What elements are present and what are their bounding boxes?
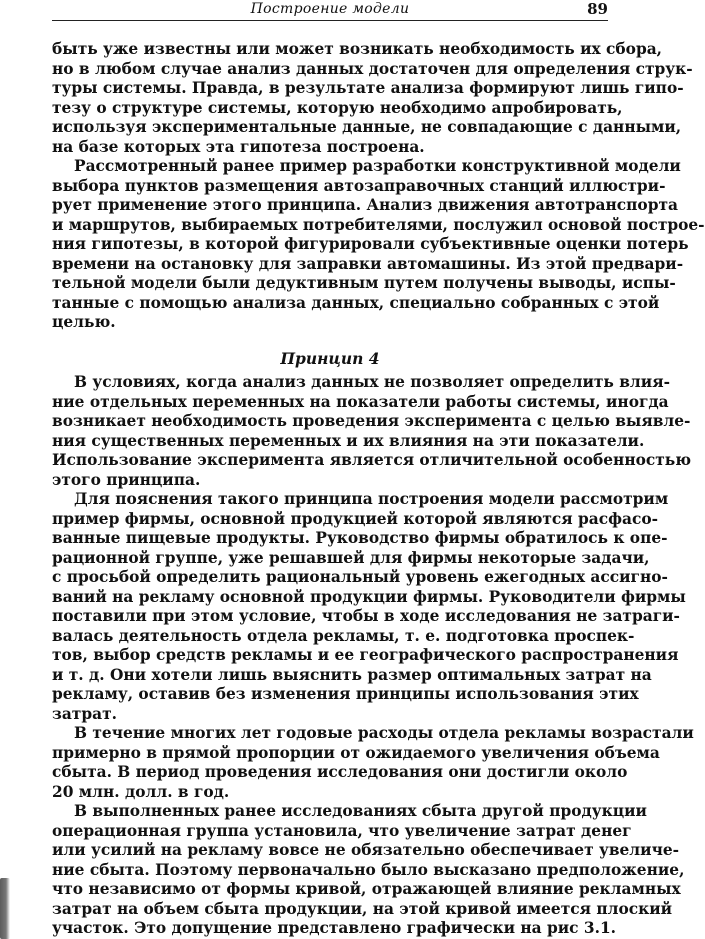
text-line: на базе которых эта гипотеза построена. xyxy=(52,137,425,156)
text-line: но в любом случае анализ данных достаточен для определения струк- xyxy=(52,59,693,78)
text-line: тов, выбор средств рекламы и ее географического распространения xyxy=(52,646,679,664)
text-line: валась деятельность отдела рекламы, т. е. подготовка проспек- xyxy=(52,626,635,645)
text-line: или усилий на рекламу вовсе не обязательно обеспечивает увеличе- xyxy=(52,841,680,859)
text-line: рационной группе, уже решавшей для фирмы некоторые задачи, xyxy=(52,548,650,567)
text-line: В выполненных ранее исследованиях сбыта другой продукции xyxy=(74,802,647,820)
text-line: примерно в прямой пропорции от ожидаемого увеличения объема xyxy=(52,743,660,762)
text-line: ния гипотезы, в которой фигурировали субъективные оценки потерь xyxy=(52,235,689,253)
text-line: туры системы. Правда, в результате анализа формируют лишь гипо- xyxy=(52,79,684,97)
running-head xyxy=(52,0,608,21)
scan-edge-mark xyxy=(0,878,10,939)
text-line: тезу о структуре системы, которую необходимо апробировать, xyxy=(52,98,623,117)
text-line: и маршрутов, выбираемых потребителями, послужил основой построе- xyxy=(52,215,705,234)
text-line: тельной модели были дедуктивным путем получены выводы, испы- xyxy=(52,274,676,292)
text-line: пример фирмы, основной продукцией которой являются расфасо- xyxy=(52,509,658,528)
text-line: поставили при этом условие, чтобы в ходе исследования не затраги- xyxy=(52,607,680,625)
text-line: и т. д. Они хотели лишь выяснить размер оптимальных затрат на xyxy=(52,665,652,684)
text-line: операционная группа установила, что увеличение затрат денег xyxy=(52,821,632,840)
text-line: В условиях, когда анализ данных не позволяет определить влия- xyxy=(74,373,670,391)
text-line: рует применение этого принципа. Анализ движения автотранспорта xyxy=(52,196,678,214)
text-line: времени на остановку для заправки автомашины. Из этой предвари- xyxy=(52,254,684,273)
paragraph xyxy=(52,724,694,802)
text-line: 20 млн. долл. в год. xyxy=(52,782,230,801)
paragraph xyxy=(52,802,685,939)
text-line: затрат на объем сбыта продукции, на этой кривой имеется плоский xyxy=(52,899,673,918)
text-line: выбора пунктов размещения автозаправочных станций иллюстри- xyxy=(52,176,666,195)
text-line: ния существенных переменных и их влияния на эти показатели. xyxy=(52,431,645,450)
text-line: сбыта. В период проведения исследования они достигли около xyxy=(52,763,628,781)
text-line: Использование эксперимента является отличительной особенностью xyxy=(52,451,691,469)
text-line: ние сбыта. Поэтому первоначально было высказано предположение, xyxy=(52,860,685,879)
text-line: целью. xyxy=(52,313,116,331)
text-line: быть уже известны или может возникать необходимость их сбора, xyxy=(52,40,663,58)
text-line: участок. Это допущение представлено графически на рис 3.1. xyxy=(52,919,617,937)
text-line: используя экспериментальные данные, не совпадающие с данными, xyxy=(52,118,682,136)
text-line: ванные пищевые продукты. Руководство фирмы обратилось к опе- xyxy=(52,529,668,547)
text-line: этого принципа. xyxy=(52,470,201,489)
text-line: Рассмотренный ранее пример разработки конструктивной модели xyxy=(74,157,681,175)
body-text xyxy=(52,40,705,939)
text-line: затрат. xyxy=(52,704,117,723)
paragraph xyxy=(52,490,686,724)
paragraph xyxy=(52,373,691,490)
text-line: танные с помощью анализа данных, специально собранных с этой xyxy=(52,293,660,312)
text-line: что независимо от формы кривой, отражающей влияние рекламных xyxy=(52,880,681,898)
text-line: ние отдельных переменных на показатели работы системы, иногда xyxy=(52,392,669,411)
text-line: В течение многих лет годовые расходы отдела рекламы возрастали xyxy=(74,724,694,742)
running-title: Построение модели xyxy=(250,1,410,17)
text-line: рекламу, оставив без изменения принципы использования этих xyxy=(52,685,639,703)
page-number: 89 xyxy=(587,0,608,18)
text-line: Для пояснения такого принципа построения модели рассмотрим xyxy=(74,490,669,508)
paragraph xyxy=(52,40,693,157)
text-line: возникает необходимость проведения эксперимента с целью выявле- xyxy=(52,412,691,430)
section-heading: Принцип 4 xyxy=(280,348,380,368)
paragraph xyxy=(52,157,705,333)
text-line: ваний на рекламу основной продукции фирмы. Руководители фирмы xyxy=(52,587,686,606)
text-line: с просьбой определить рациональный уровень ежегодных ассигно- xyxy=(52,568,668,586)
